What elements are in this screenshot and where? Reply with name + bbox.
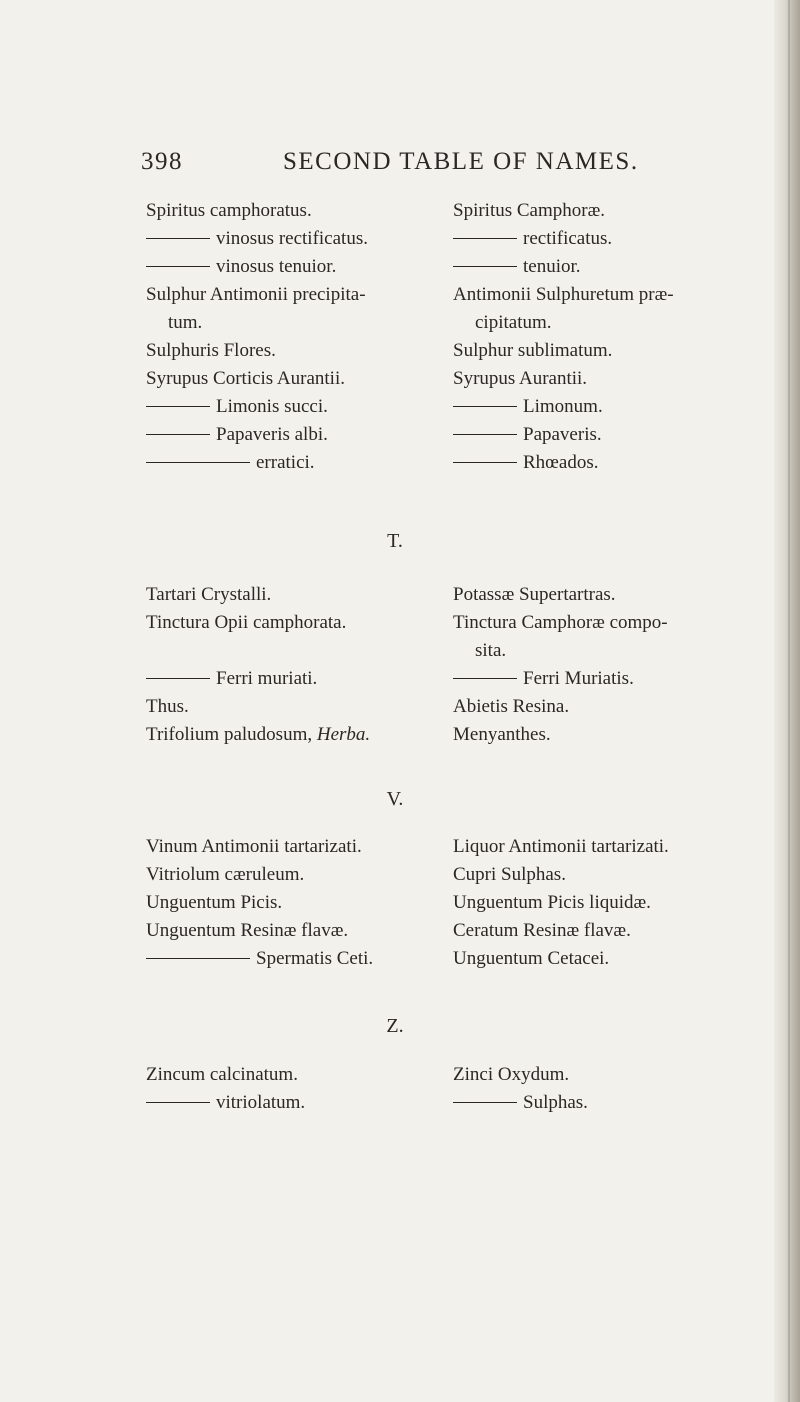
name-entry [453,693,773,721]
name-entry [453,581,773,609]
name-entry [453,197,773,225]
page-title: SECOND TABLE OF NAMES. [283,148,639,175]
name-entry [146,421,451,449]
entry-text: Vitriolum cæruleum. [146,864,305,885]
ditto-dash [146,1102,210,1103]
name-entry [146,665,451,693]
name-entry [146,365,451,393]
entry-text: Papaveris albi. [216,424,328,445]
ditto-dash [453,678,517,679]
name-entry [146,197,451,225]
section-t-right-column [453,581,773,749]
ditto-dash [146,406,210,407]
entry-text: vinosus rectificatus. [216,228,368,249]
ditto-dash [453,406,517,407]
entry-text: Spiritus camphoratus. [146,200,312,221]
name-entry [453,365,773,393]
name-entry [453,945,773,973]
name-entry [146,281,451,309]
entry-text: Sulphas. [523,1092,588,1113]
name-entry [453,337,773,365]
name-entry [453,281,773,309]
section-v-left-column [146,833,451,973]
entry-text: Rhœados. [523,452,599,473]
name-entry [453,393,773,421]
entry-text: Antimonii Sulphuretum præ- [453,284,674,305]
name-entry [453,721,773,749]
name-entry [453,889,773,917]
entry-text: Abietis Resina. [453,696,570,717]
name-entry [146,449,451,477]
ditto-dash [453,434,517,435]
entry-text: Trifolium paludosum, [146,724,317,745]
name-entry [146,637,451,665]
name-entry [146,917,451,945]
entry-text: Limonis succi. [216,396,328,417]
name-entry [146,833,451,861]
entry-text: tenuior. [523,256,581,277]
entry-text: Menyanthes. [453,724,551,745]
name-entry [453,421,773,449]
section-v-right-column [453,833,773,973]
page-number: 398 [141,148,183,175]
ditto-dash [146,434,210,435]
entry-text: Limonum. [523,396,603,417]
section-letter-z: Z. [386,1015,404,1037]
entry-text: Sulphur sublimatum. [453,340,613,361]
entry-text: Syrupus Aurantii. [453,368,588,389]
name-entry [453,665,773,693]
name-entry [146,253,451,281]
ditto-dash [146,238,210,239]
name-entry [146,309,451,337]
entry-text: Unguentum Cetacei. [453,948,610,969]
entry-text: Zincum calcinatum. [146,1064,298,1085]
name-entry [146,581,451,609]
ditto-dash [453,462,517,463]
section-t-left-column [146,581,451,749]
page-edge-shadow [774,0,800,1402]
entry-text: Ceratum Resinæ flavæ. [453,920,631,941]
name-entry [453,917,773,945]
section-s-left-column [146,197,451,477]
name-entry [453,225,773,253]
name-entry [453,253,773,281]
name-entry [146,337,451,365]
entry-text: Sulphur Antimonii precipita- [146,284,366,305]
entry-text: erratici. [256,452,315,473]
entry-text: tum. [168,312,203,333]
section-letter-v: V. [386,788,404,810]
entry-text: Ferri Muriatis. [523,668,634,689]
name-entry [453,861,773,889]
entry-text: Papaveris. [523,424,602,445]
entry-text: cipitatum. [475,312,552,333]
name-entry [453,449,773,477]
name-entry [146,889,451,917]
name-entry [146,861,451,889]
ditto-dash [453,1102,517,1103]
entry-text: Spermatis Ceti. [256,948,374,969]
entry-text: Syrupus Corticis Aurantii. [146,368,345,389]
name-entry [146,1061,451,1089]
entry-text: Zinci Oxydum. [453,1064,570,1085]
entry-text: Unguentum Picis. [146,892,283,913]
entry-text: vinosus tenuior. [216,256,337,277]
ditto-dash [146,958,250,959]
name-entry [146,945,451,973]
entry-text: Unguentum Picis liquidæ. [453,892,651,913]
ditto-dash [453,266,517,267]
name-entry [146,721,451,749]
entry-text: Tinctura Camphoræ compo- [453,612,668,633]
entry-text: Spiritus Camphoræ. [453,200,606,221]
name-entry [146,393,451,421]
name-entry [146,1089,451,1117]
ditto-dash [146,462,250,463]
name-entry [453,1089,773,1117]
section-letter-t: T. [387,530,403,552]
entry-text: Potassæ Supertartras. [453,584,616,605]
section-s-right-column [453,197,773,477]
entry-text: Ferri muriati. [216,668,318,689]
entry-italic-text: Herba. [316,724,371,745]
entry-text: rectificatus. [523,228,613,249]
entry-text: Tartari Crystalli. [146,584,272,605]
entry-text: Thus. [146,696,189,717]
entry-text: Sulphuris Flores. [146,340,276,361]
name-entry [453,637,773,665]
section-z-right-column [453,1061,773,1117]
entry-text: Vinum Antimonii tartarizati. [146,836,362,857]
entry-text: Unguentum Resinæ flavæ. [146,920,349,941]
name-entry [146,225,451,253]
section-z-left-column [146,1061,451,1117]
name-entry [453,309,773,337]
entry-text: Liquor Antimonii tartarizati. [453,836,669,857]
name-entry [146,609,451,637]
ditto-dash [146,678,210,679]
ditto-dash [146,266,210,267]
name-entry [453,833,773,861]
entry-text: Tinctura Opii camphorata. [146,612,347,633]
entry-text: vitriolatum. [216,1092,306,1113]
name-entry [146,693,451,721]
entry-text: Cupri Sulphas. [453,864,566,885]
name-entry [453,609,773,637]
name-entry [453,1061,773,1089]
page-edge-line [788,0,790,1402]
ditto-dash [453,238,517,239]
entry-text: sita. [475,640,507,661]
